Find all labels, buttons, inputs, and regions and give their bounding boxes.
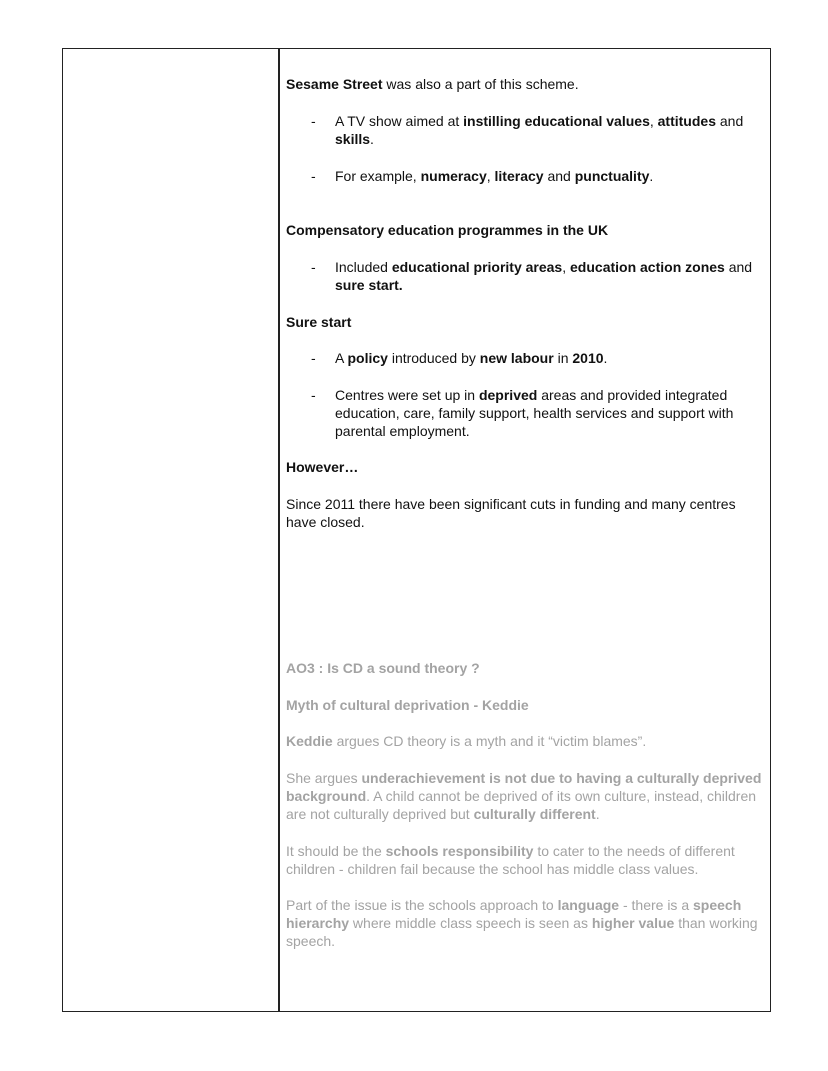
text: It should be the xyxy=(286,843,386,859)
bold-text: instilling educational values xyxy=(463,113,650,129)
text: than working speech. xyxy=(286,915,758,949)
paragraph xyxy=(286,495,768,531)
text: . xyxy=(370,131,374,147)
bold-text: Myth of cultural deprivation - Keddie xyxy=(286,697,529,713)
bold-text: higher value xyxy=(591,915,675,931)
bullet-dash: - xyxy=(311,113,316,129)
paragraph xyxy=(286,221,768,239)
paragraph xyxy=(286,458,768,476)
paragraph xyxy=(286,896,768,950)
text: A xyxy=(335,350,348,366)
text: Included xyxy=(335,259,392,275)
text: and xyxy=(715,113,744,129)
paragraph xyxy=(286,769,768,823)
bullet-item xyxy=(311,258,765,294)
text: where middle class speech is seen as xyxy=(349,915,592,931)
bullet-item xyxy=(311,167,765,185)
bullet-item xyxy=(311,386,765,440)
bold-text: punctuality xyxy=(574,168,650,184)
text: introduced by xyxy=(387,350,480,366)
text: , xyxy=(486,168,495,184)
text: . xyxy=(603,350,608,366)
text: was also a part of this scheme. xyxy=(382,76,579,92)
bold-text: education action zones xyxy=(570,259,725,275)
bold-text: new labour xyxy=(479,350,554,366)
bold-text: educational priority areas xyxy=(391,259,563,275)
text: . xyxy=(649,168,654,184)
text: For example, xyxy=(335,168,421,184)
text: . xyxy=(595,806,600,822)
bold-text: 2010 xyxy=(572,350,604,366)
text: areas and provided integrated education, care, family support, health services and support with parental employment. xyxy=(335,387,734,439)
bold-text: culturally different xyxy=(473,806,596,822)
column-divider xyxy=(278,48,280,1012)
bold-text: Sesame Street xyxy=(286,76,383,92)
bullet-item xyxy=(311,349,765,367)
text: A TV show aimed at xyxy=(335,113,464,129)
text: , xyxy=(649,113,658,129)
text: . A child cannot be deprived of its own culture, instead, children are not culturally deprived but xyxy=(286,788,757,822)
paragraph xyxy=(286,659,768,677)
bold-text: language xyxy=(557,897,620,913)
text: and xyxy=(543,168,575,184)
bold-text: skills xyxy=(335,131,371,147)
paragraph xyxy=(286,842,768,878)
bold-text: policy xyxy=(347,350,388,366)
bold-text: Compensatory education programmes in the UK xyxy=(286,222,609,238)
bold-text: schools responsibility xyxy=(385,843,534,859)
paragraph xyxy=(286,732,768,750)
bold-text: literacy xyxy=(494,168,544,184)
bold-text: AO3 : Is CD a sound theory ? xyxy=(286,660,480,676)
text: - there is a xyxy=(619,897,693,913)
bold-text: underachievement is not due to having a culturally deprived background xyxy=(286,770,762,804)
bullet-dash: - xyxy=(311,387,316,403)
bullet-dash: - xyxy=(311,350,316,366)
bold-text: Sure start xyxy=(286,314,352,330)
bullet-item xyxy=(311,112,765,148)
bullet-dash: - xyxy=(311,168,316,184)
text: argues CD theory is a myth and it “victim blames”. xyxy=(332,733,647,749)
bold-text: speech hierarchy xyxy=(286,897,742,931)
bold-text: Keddie xyxy=(286,733,333,749)
text: to cater to the needs of different children - children fail because the school has middle class values. xyxy=(286,843,735,877)
bold-text: deprived xyxy=(478,387,538,403)
text: Since 2011 there have been significant cuts in funding and many centres have closed. xyxy=(286,496,736,530)
text: , xyxy=(562,259,571,275)
text: in xyxy=(553,350,573,366)
bold-text: However… xyxy=(286,459,359,475)
text: She argues xyxy=(286,770,362,786)
text: Centres were set up in xyxy=(335,387,479,403)
bold-text: sure start. xyxy=(335,277,403,293)
paragraph xyxy=(286,696,768,714)
bullet-dash: - xyxy=(311,259,316,275)
paragraph xyxy=(286,313,768,331)
bold-text: attitudes xyxy=(657,113,716,129)
paragraph xyxy=(286,75,768,93)
text: Part of the issue is the schools approach to xyxy=(286,897,558,913)
text: and xyxy=(724,259,753,275)
bold-text: numeracy xyxy=(420,168,487,184)
